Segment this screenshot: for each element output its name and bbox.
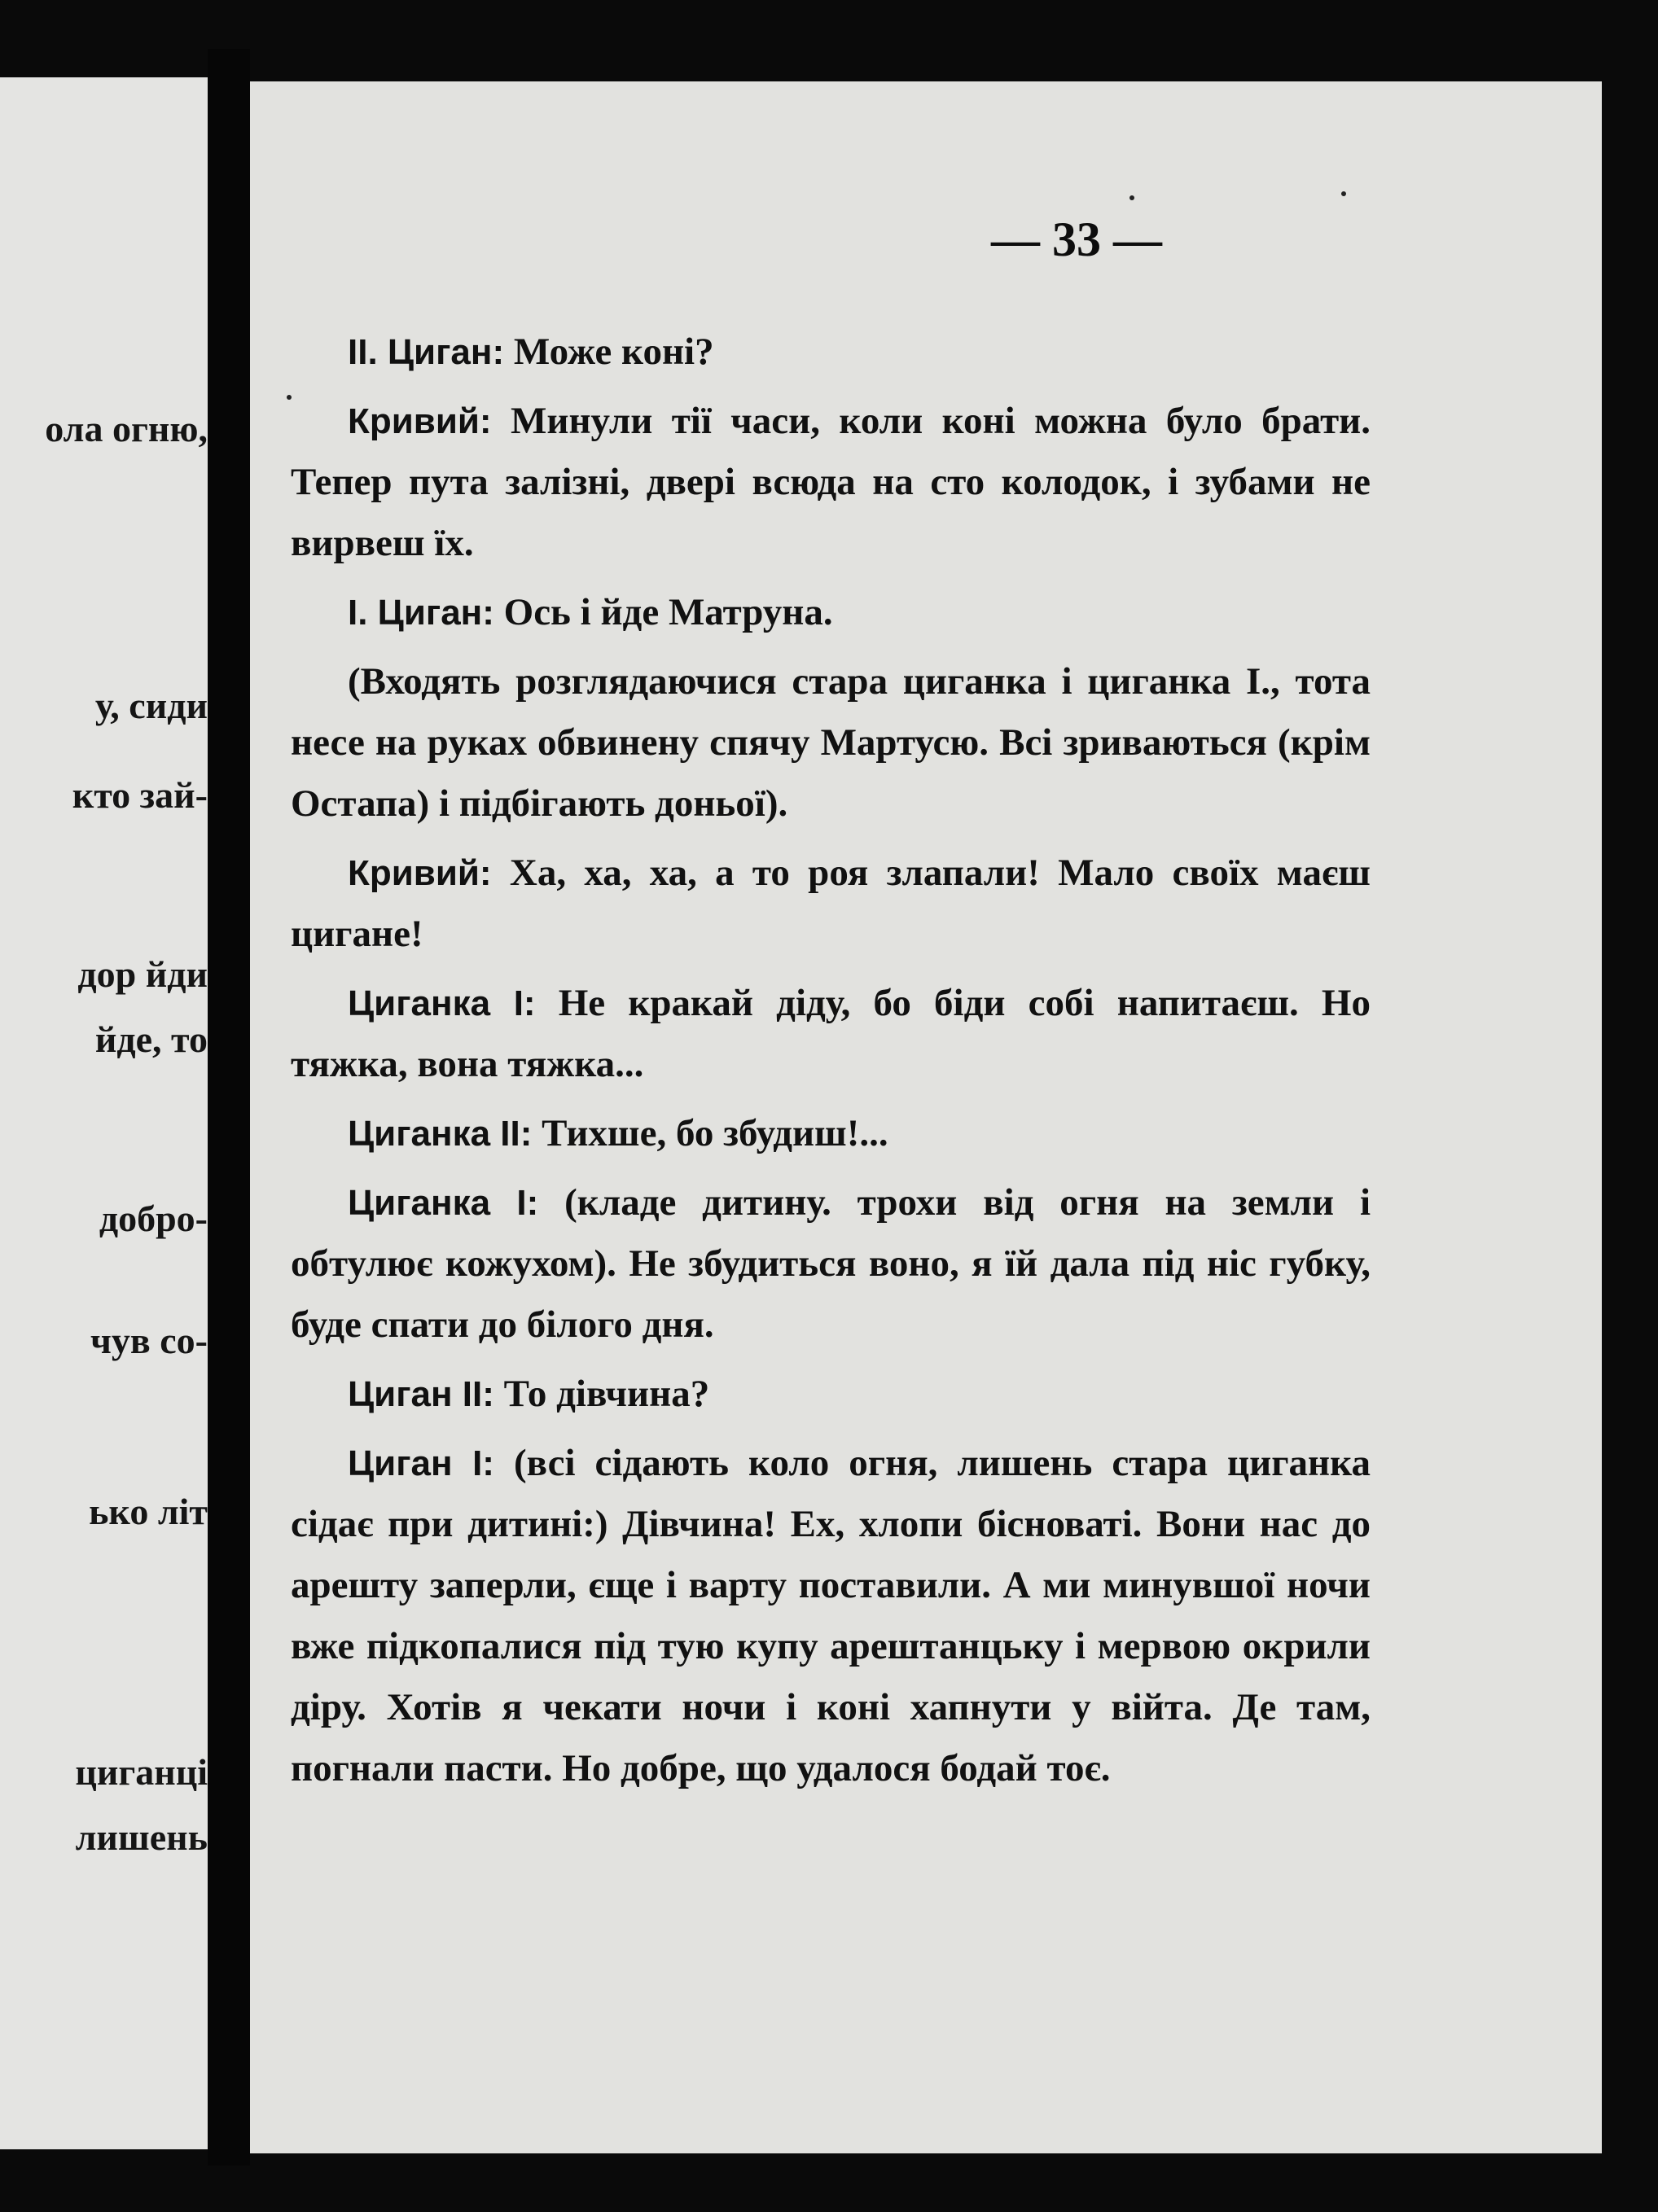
left-page-line: йде, то <box>94 1018 208 1060</box>
speaker-label: I. Циган: <box>348 593 494 633</box>
dialogue-text: Ха, ха, ха, а то роя злапали! Мало своїх маєш цигане! <box>291 852 1371 955</box>
page-text <box>291 322 1371 1807</box>
speaker-label: Циган II: <box>348 1374 494 1414</box>
left-page-line: у, сиди <box>94 685 208 726</box>
right-page <box>250 81 1602 2153</box>
dialogue-text: То дівчина? <box>503 1373 710 1415</box>
speaker-label: Циганка I: <box>348 983 536 1023</box>
dialogue-text: (всі сідають коло огня, лишень стара циганка сідає при дитині:) Дівчина! Ех, хлопи бісноваті. Вони нас до арешту заперли, єще і варту поставили. А ми минувшої ночи вже підкопалися під тую купу арештанцьку і мервою окрили діру. Хотів я чекати ночи і коні хапнути у війта. Де там, погнали пасти. Но добре, що удалося бодай тоє. <box>291 1442 1371 1789</box>
dialogue-text: (кладе дитину. трохи від огня на земли і обтулює кожухом). Не збудиться воно, я їй дала під ніс губку, буде спати до білого дня. <box>291 1181 1371 1346</box>
left-page-line: кто зай- <box>72 774 208 816</box>
speck <box>1341 191 1346 196</box>
dialogue-paragraph <box>291 582 1371 643</box>
speaker-label: Кривий: <box>348 401 492 441</box>
speck <box>1129 195 1134 200</box>
dialogue-paragraph <box>291 391 1371 574</box>
dialogue-paragraph <box>291 1364 1371 1425</box>
dialogue-paragraph <box>291 651 1371 834</box>
left-page-line: чув со- <box>90 1320 208 1361</box>
dialogue-text: Минули тії часи, коли коні можна було брати. Тепер пута залізні, двері всюда на сто колодок, і зубами не вирвеш їх. <box>291 400 1371 564</box>
dialogue-text: Ось і йде Матруна. <box>503 591 833 633</box>
dialogue-paragraph <box>291 1103 1371 1164</box>
left-page-line: добро- <box>99 1198 208 1239</box>
speck <box>287 395 292 400</box>
dialogue-text: Може коні? <box>513 331 714 373</box>
left-page-line: дор йди <box>77 953 208 995</box>
dialogue-paragraph <box>291 322 1371 383</box>
dialogue-paragraph <box>291 973 1371 1095</box>
left-page-fragment <box>0 77 208 2149</box>
dialogue-paragraph <box>291 843 1371 965</box>
dialogue-paragraph <box>291 1433 1371 1799</box>
speaker-label: Циганка II: <box>348 1114 533 1154</box>
dialogue-paragraph <box>291 1172 1371 1356</box>
speaker-label: Кривий: <box>348 853 492 893</box>
left-page-line: лишень <box>75 1816 208 1858</box>
dialogue-text: Тихше, бо збудиш!... <box>542 1112 888 1154</box>
left-page-line: циганці <box>75 1751 208 1793</box>
book-gutter <box>208 49 250 2166</box>
dialogue-text: (Входять розглядаючися стара циганка і циганка I., тота несе на руках обвинену спячу Мартусю. Всі зриваються (крім Остапа) і підбігають доньої). <box>291 660 1371 825</box>
left-page-line: ько літ <box>89 1491 208 1532</box>
page-number: — 33 — <box>991 212 1162 266</box>
speaker-label: II. Циган: <box>348 332 505 372</box>
speaker-label: Циганка I: <box>348 1183 539 1223</box>
speaker-label: Циган I: <box>348 1443 494 1483</box>
left-page-line: ола огню, <box>45 408 208 449</box>
dialogue-text: Не кракай діду, бо біди собі напитаєш. Но тяжка, вона тяжка... <box>291 982 1371 1085</box>
